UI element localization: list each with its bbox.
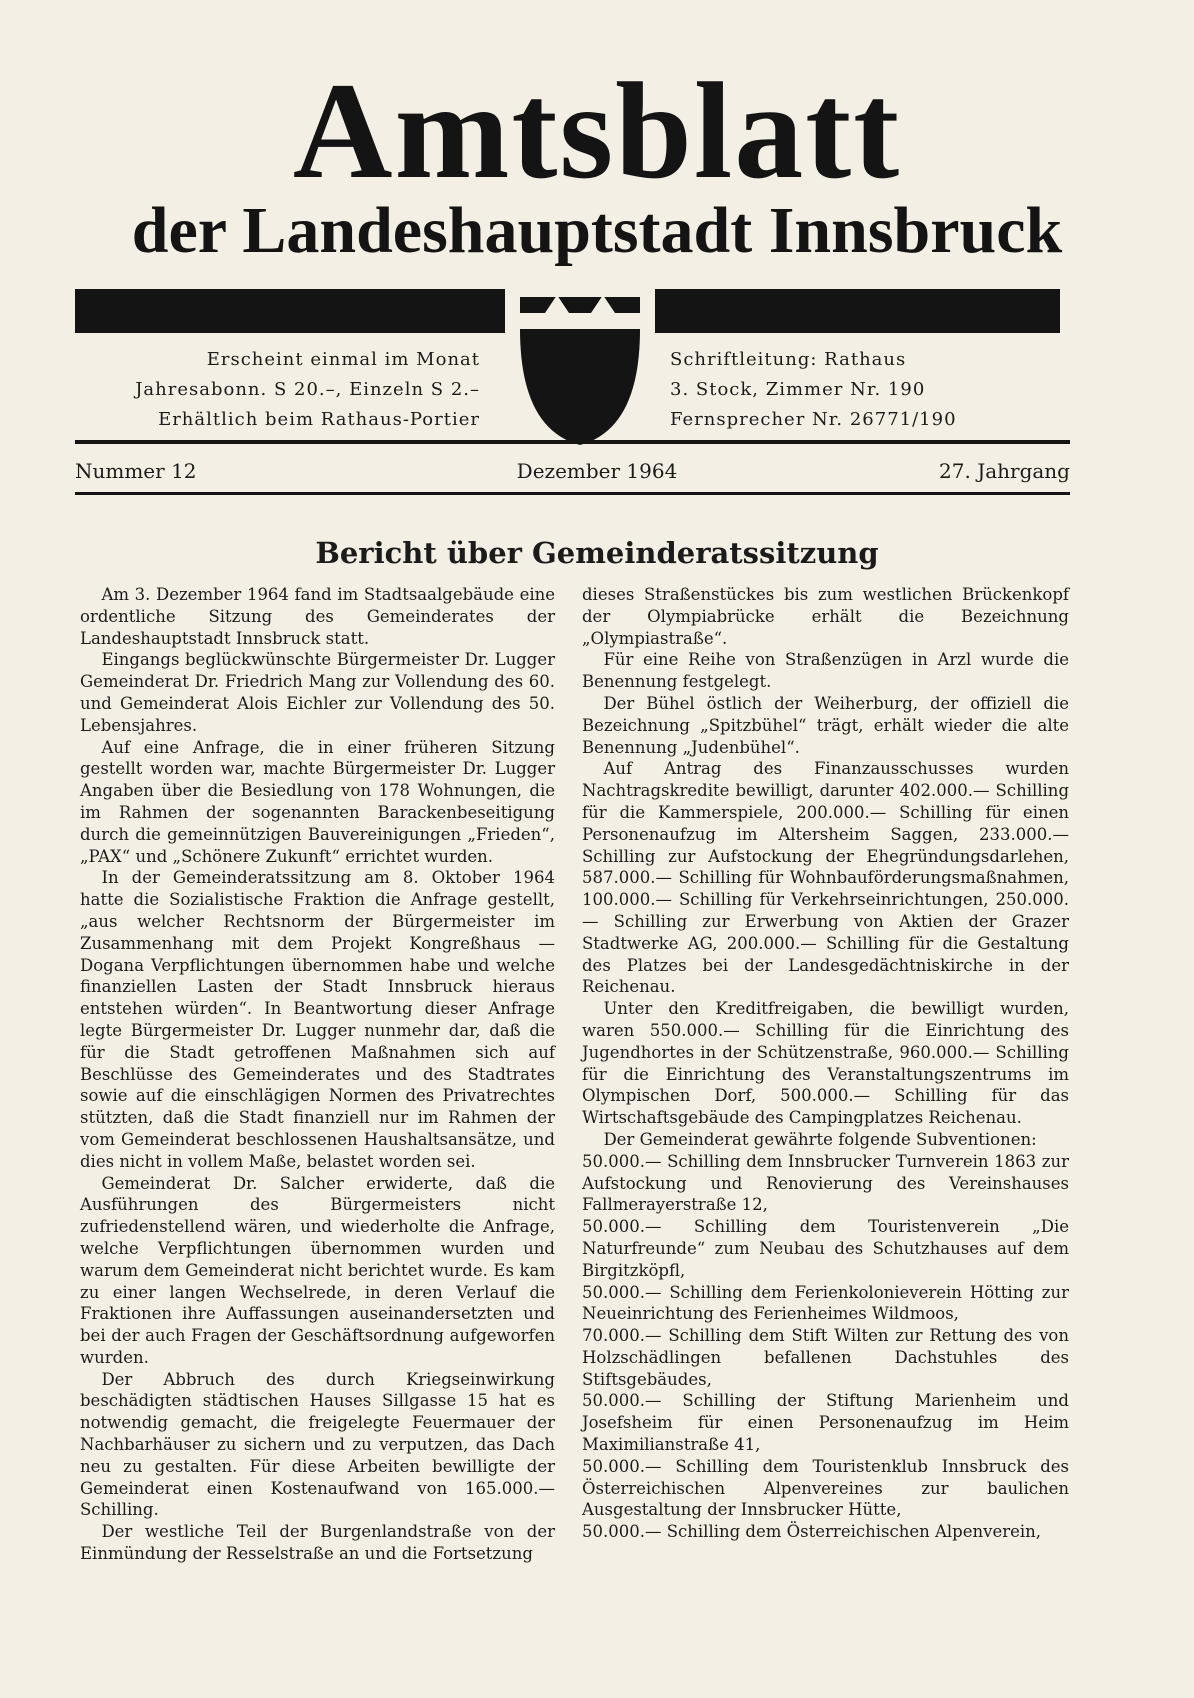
paragraph: Auf eine Anfrage, die in einer früheren Sitzung gestellt worden war, machte Bürgermeister Dr. Lugger Angaben über die Besiedlung von 178 Wohnungen, die im Rahmen der sogenannten Barackenbeseitigung durch die gemeinnützigen Bauvereinigungen „Frieden“, „PAX“ und „Schönere Zukunft“ errichtet wurden. — [80, 737, 555, 866]
masthead-bar-left — [75, 289, 515, 333]
masthead-info-left — [60, 345, 480, 435]
paragraph: Der Gemeinderat gewährte folgende Subventionen: — [603, 1129, 1037, 1149]
paragraph: Der westliche Teil der Burgenlandstraße von der Einmündung der Resselstraße an und die Fortsetzung — [80, 1522, 555, 1564]
publication-frequency: Erscheint einmal im Monat — [206, 349, 480, 370]
subsidy-item: 50.000.— Schilling dem Touristenklub Innsbruck des Österreichischen Alpenvereines zur baulichen Ausgestaltung der Innsbrucker Hütte, — [582, 1456, 1069, 1520]
city-crest-icon — [505, 289, 655, 449]
office-room: 3. Stock, Zimmer Nr. 190 — [670, 379, 926, 400]
issue-date: Dezember 1964 — [516, 459, 678, 483]
divider-bottom — [75, 492, 1070, 495]
paragraph: Auf Antrag des Finanzausschusses wurden Nachtragskredite bewilligt, darunter 402.000.— Schilling für die Kammerspiele, 200.000.— Schilling für einen Personenaufzug im Altersheim Saggen, 233.000.— Schilling zur Aufstockung der Ehegründungsdarlehen, 587.000.— Schilling für Wohnbauförderungsmaßnahmen, 100.000.— Schilling für Verkehrseinrichtungen, 250.000.— Schilling zur Erwerbung von Aktien der Grazer Stadtwerke AG, 200.000.— Schilling für die Gestaltung des Platzes bei der Landesgedächtniskirche in der Reichenau. — [582, 759, 1069, 997]
editorial-office: Schriftleitung: Rathaus — [670, 349, 907, 370]
issue-number: Nummer 12 — [75, 459, 197, 483]
subsidy-item: 50.000.— Schilling dem Ferienkolonieverein Hötting zur Neueinrichtung des Ferienheimes Wildmoos, — [582, 1282, 1069, 1324]
article-column-right — [582, 584, 1069, 1543]
masthead-info-right — [670, 345, 1090, 435]
paragraph: Eingangs beglückwünschte Bürgermeister Dr. Lugger Gemeinderat Dr. Friedrich Mang zur Vollendung des 60. und Gemeinderat Alois Eichler zur Vollendung des 50. Lebensjahres. — [80, 650, 555, 735]
subsidy-item: 50.000.— Schilling dem Innsbrucker Turnverein 1863 zur Aufstockung und Renovierung des Vereinshauses Fallmerayerstraße 12, — [582, 1151, 1069, 1215]
divider-top — [75, 440, 1070, 444]
masthead-bar-right — [648, 289, 1060, 333]
article-column-left — [80, 584, 555, 1565]
article-title: Bericht über Gemeinderatssitzung — [315, 536, 879, 570]
subscription-price: Jahresabonn. S 20.–, Einzeln S 2.– — [135, 379, 480, 400]
masthead-title: Amtsblatt — [292, 54, 902, 207]
subsidy-item: 70.000.— Schilling dem Stift Wilten zur Rettung des von Holzschädlingen befallenen Dachstuhles des Stiftsgebäudes, — [582, 1326, 1069, 1389]
subsidy-item: 50.000.— Schilling dem Österreichischen Alpenverein, — [582, 1522, 1042, 1542]
paragraph: Gemeinderat Dr. Salcher erwiderte, daß die Ausführungen des Bürgermeisters nicht zufriedenstellend wären, und wiederholte die Anfrage, welche Verpflichtungen übernommen wurden und warum dem Gemeinderat nicht berichtet wurde. Es kam zu einer langen Wechselrede, in deren Verlauf die Fraktionen ihre Auffassungen auseinandersetzten und bei der auch Fragen der Geschäftsordnung aufgeworfen wurden. — [80, 1173, 555, 1367]
phone-number: Fernsprecher Nr. 26771/190 — [670, 409, 957, 430]
availability-note: Erhältlich beim Rathaus-Portier — [158, 409, 480, 430]
paragraph: Der Bühel östlich der Weiherburg, der offiziell die Bezeichnung „Spitzbühel“ trägt, erhält wieder die alte Benennung „Judenbühel“. — [582, 693, 1069, 757]
paragraph: Der Abbruch des durch Kriegseinwirkung beschädigten städtischen Hauses Sillgasse 15 hat es notwendig gemacht, die freigelegte Feuermauer der Nachbarhäuser zu sichern und zu verputzen, das Dach neu zu gestalten. Für diese Arbeiten bewilligte der Gemeinderat einen Kostenaufwand von 165.000.— Schilling. — [80, 1369, 555, 1520]
paragraph: Am 3. Dezember 1964 fand im Stadtsaalgebäude eine ordentliche Sitzung des Gemeinderates der Landeshauptstadt Innsbruck statt. — [80, 585, 555, 648]
subsidy-item: 50.000.— Schilling dem Touristenverein „Die Naturfreunde“ zum Neubau des Schutzhauses auf dem Birgitzköpfl, — [582, 1217, 1069, 1280]
subsidy-item: 50.000.— Schilling der Stiftung Marienheim und Josefsheim für einen Personenaufzug im Heim Maximilianstraße 41, — [582, 1391, 1069, 1455]
paragraph: In der Gemeinderatssitzung am 8. Oktober 1964 hatte die Sozialistische Fraktion die Anfrage gestellt, „aus welcher Rechtsnorm der Bürgermeister im Zusammenhang mit dem Projekt Kongreßhaus — Dogana Verpflichtungen übernommen habe und welche finanziellen Lasten der Stadt Innsbruck hieraus entstehen würden“. In Beantwortung dieser Anfrage legte Bürgermeister Dr. Lugger nunmehr dar, daß die für die Stadt getroffenen Maßnahmen sich auf Beschlüsse des Gemeinderates und des Stadtrates sowie auf die einschlägigen Normen des Privatrechtes stützten, daß die Stadt finanziell nur im Rahmen der vom Gemeinderat beschlossenen Haushaltsansätze, und dies nicht in vollem Maße, belastet worden sei. — [80, 868, 555, 1171]
masthead-subtitle: der Landeshauptstadt Innsbruck — [131, 194, 1063, 267]
issue-volume: 27. Jahrgang — [939, 459, 1070, 483]
paragraph: Für eine Reihe von Straßenzügen in Arzl wurde die Benennung festgelegt. — [582, 650, 1069, 692]
paragraph: dieses Straßenstückes bis zum westlichen Brückenkopf der Olympiabrücke erhält die Bezeichnung „Olympiastraße“. — [582, 585, 1069, 648]
paragraph: Unter den Kreditfreigaben, die bewilligt wurden, waren 550.000.— Schilling für die Einrichtung des Jugendhortes in der Schützenstraße, 960.000.— Schilling für die Einrichtung des Veranstaltungszentrums im Olympischen Dorf, 500.000.— Schilling für das Wirtschaftsgebäude des Campingplatzes Reichenau. — [582, 999, 1069, 1128]
